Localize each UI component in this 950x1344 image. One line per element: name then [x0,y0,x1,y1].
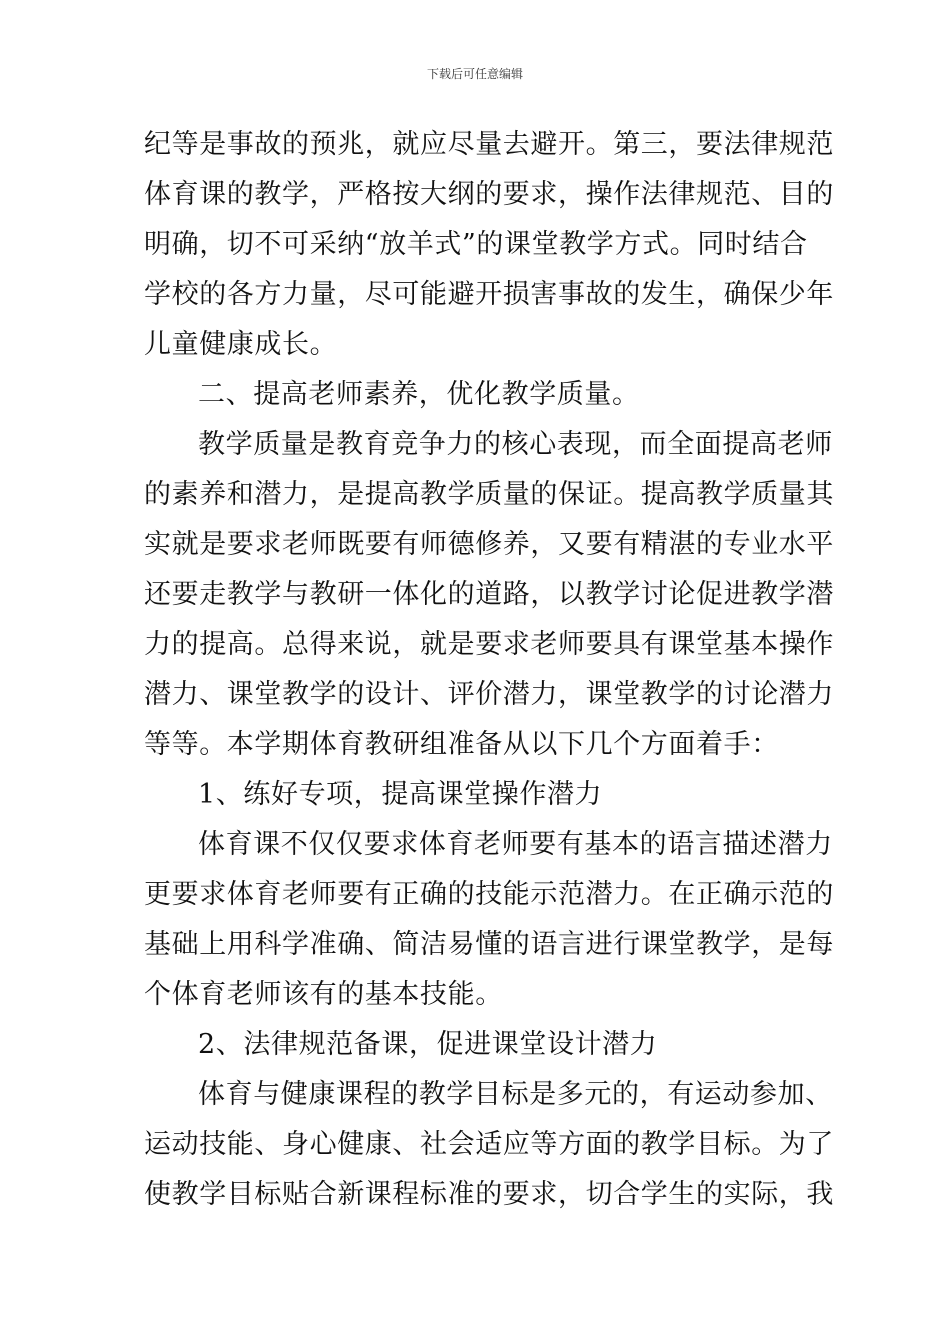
text-line: 的素养和潜力，是提高教学质量的保证。提高教学质量其 [144,479,834,510]
text-line: 体育课的教学，严格按大纲的要求，操作法律规范、目的 [144,179,834,210]
text-line: 儿童健康成长。 [144,329,338,360]
paragraph-start: 体育与健康课程的教学目标是多元的，有运动参加、 [198,1079,833,1110]
text-line: 更要求体育老师要有正确的技能示范潜力。在正确示范的 [144,879,834,910]
text-line: 运动技能、身心健康、社会适应等方面的教学目标。为了 [144,1129,834,1160]
paragraph-start: 体育课不仅仅要求体育老师要有基本的语言描述潜力 [198,829,833,860]
document-body [144,120,834,1220]
paragraph-start: 教学质量是教育竞争力的核心表现，而全面提高老师 [198,429,833,460]
text-line: 纪等是事故的预兆，就应尽量去避开。第三，要法律规范 [144,129,834,160]
text-line: 等等。本学期体育教研组准备从以下几个方面着手： [144,729,779,760]
text-line: 使教学目标贴合新课程标准的要求，切合学生的实际，我 [144,1179,834,1210]
text-line: 基础上用科学准确、简洁易懂的语言进行课堂教学，是每 [144,929,834,960]
subsection-heading: 1、练好专项，提高课堂操作潜力 [198,779,603,810]
text-line: 个体育老师该有的基本技能。 [144,979,503,1010]
subsection-heading: 2、法律规范备课，促进课堂设计潜力 [198,1029,658,1060]
text-line: 学校的各方力量，尽可能避开损害事故的发生，确保少年 [144,279,834,310]
page-header: 下载后可任意编辑 [426,67,523,81]
text-line: 潜力、课堂教学的设计、评价潜力，课堂教学的讨论潜力 [144,679,834,710]
text-line: 还要走教学与教研一体化的道路，以教学讨论促进教学潜 [144,579,834,610]
text-line: 力的提高。总得来说，就是要求老师要具有课堂基本操作 [144,629,834,660]
text-line: 明确，切不可采纳“放羊式”的课堂教学方式。同时结合 [144,229,808,260]
text-line: 实就是要求老师既要有师德修养，又要有精湛的专业水平 [144,529,834,560]
section-heading: 二、提高老师素养，优化教学质量。 [198,379,640,410]
